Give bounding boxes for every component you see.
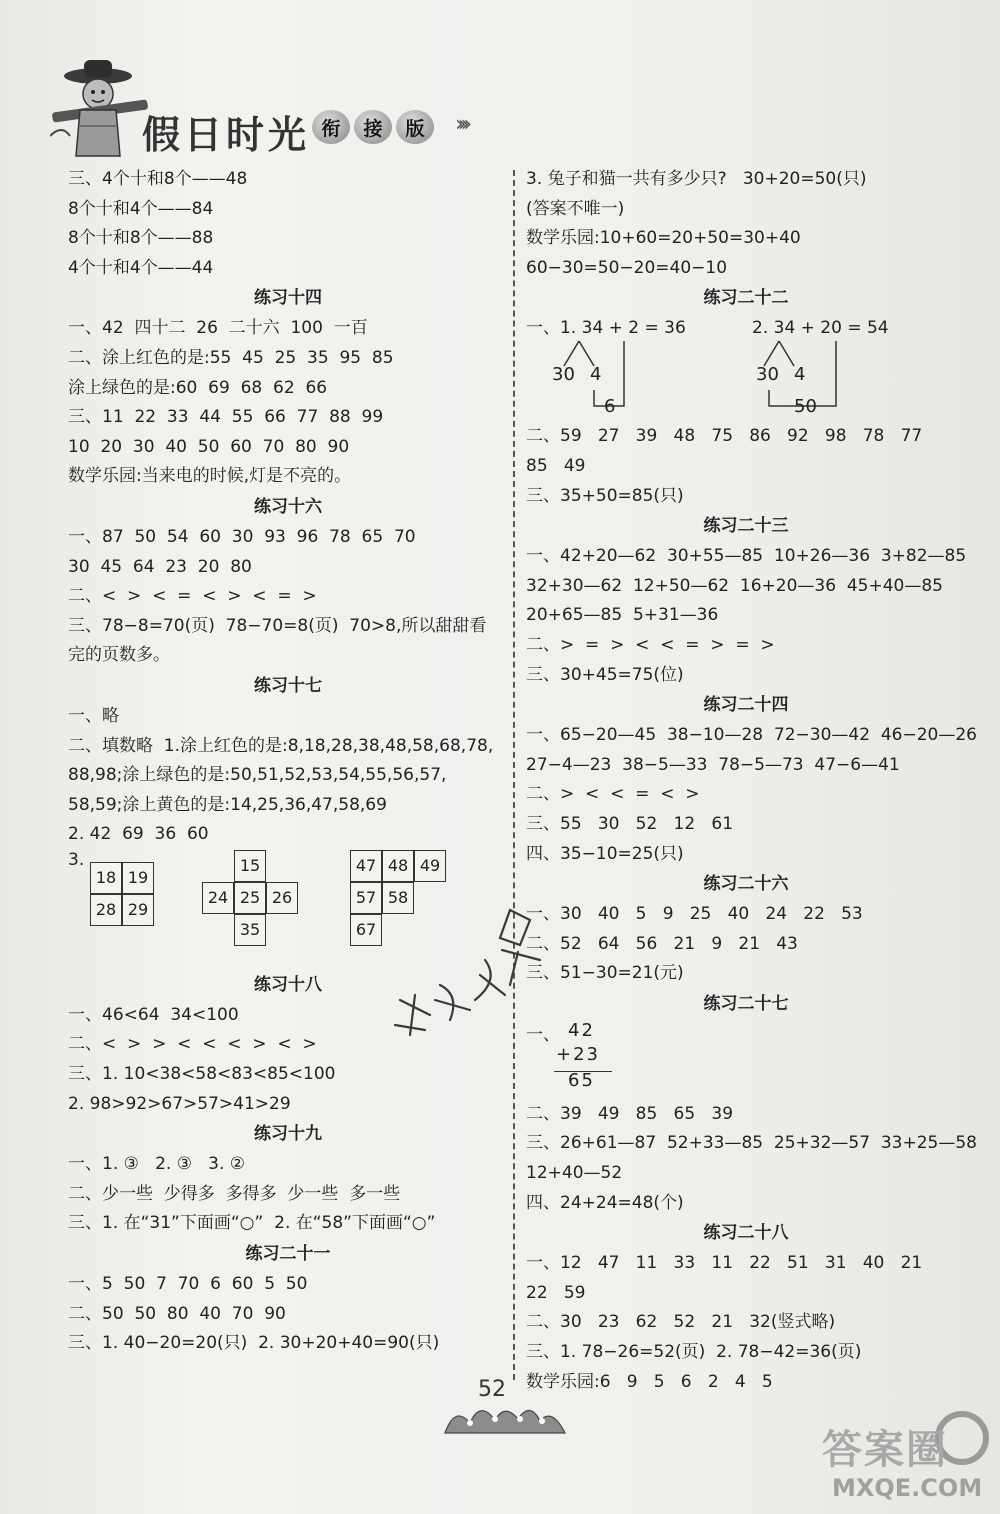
grid-label: 3. [68,849,85,870]
answer-line: 二、59 27 39 48 75 86 92 98 78 77 [526,426,923,447]
section-heading: 练习十七 [254,675,322,696]
answer-line: 一、略 [68,705,119,726]
grid-cell: 67 [350,914,382,946]
watermark [812,1410,992,1514]
header-badges [312,110,434,144]
grid-cell: 19 [122,862,154,894]
vertical-addition [526,1020,966,1100]
answer-line: 4个十和4个——44 [68,257,214,278]
header-badge: 接 [354,110,392,144]
tree-branch [564,341,579,366]
answer-line: 三、78−8=70(页) 78−70=8(页) 70>8,所以甜甜看 [68,615,487,636]
answer-line: 二、填数略 1.涂上红色的是:8,18,28,38,48,58,68,78, [68,735,494,756]
answer-line: 3. 兔子和猫一共有多少只? 30+20=50(只) [526,169,867,189]
grid-cell: 24 [202,882,234,914]
answer-line: 数学乐园:6 9 5 6 2 4 5 [526,1371,773,1392]
watermark-en: MXQE.COM [832,1474,983,1502]
tree-sum: 6 [604,396,616,418]
answer-line: 三、51−30=21(元) [526,963,684,984]
grid-cell: 29 [122,894,154,926]
column-divider [513,170,515,1380]
answer-line: 12+40—52 [526,1163,623,1184]
answer-line: 85 49 [526,455,586,476]
answer-line: 一、87 50 54 60 30 93 96 78 65 70 [68,526,416,547]
section-heading: 练习十八 [254,974,322,995]
answer-line: 一、30 40 5 9 25 40 24 22 53 [526,904,863,925]
answer-line: 数学乐园:当来电的时候,灯是不亮的。 [68,466,352,487]
grid-cell: 18 [90,862,122,894]
section-heading: 练习二十六 [703,874,789,895]
answer-line: 二、50 50 80 40 70 90 [68,1303,286,1324]
grid-cell: 26 [266,882,298,914]
answer-line: 2. 98>92>67>57>41>29 [68,1093,291,1114]
grid-cell: 48 [382,850,414,882]
answer-line: 一、1. ③ 2. ③ 3. ② [68,1154,246,1175]
answer-line: 8个十和4个——84 [68,198,214,219]
chevron-right-icon: ›››› [455,112,467,137]
answer-line: 27−4—23 38−5—33 78−5—73 47−6—41 [526,754,900,775]
answer-line: 二、30 23 62 52 21 32(竖式略) [526,1312,836,1333]
grid-cell: 47 [350,850,382,882]
grid-cell: 28 [90,894,122,926]
answer-line: 2. 42 69 36 60 [68,824,209,845]
answer-line: 22 59 [526,1282,586,1303]
section-heading: 练习二十八 [703,1223,789,1244]
right-column [526,165,977,1397]
answer-line: 8个十和8个——88 [68,228,214,249]
answer-line: 完的页数多。 [68,645,170,666]
answer-line: 60−30=50−20=40−10 [526,257,728,278]
section-heading: 练习二十二 [703,288,789,309]
page-number: 52 [478,1377,506,1402]
answer-line: 二、> < < = < > [526,784,700,805]
answer-line: 20+65—85 5+31—36 [526,605,719,626]
tree-sum: 50 [794,396,817,418]
header-badge: 衔 [312,110,350,144]
handwritten-mark [380,900,570,1050]
answer-line: 二、> = > < < = > = > [526,634,775,655]
answer-line: 30 45 64 23 20 80 [68,556,252,577]
answer-line: 10 20 30 40 50 60 70 80 90 [68,436,350,457]
grid-cell: 25 [234,882,266,914]
left-column [68,165,508,1359]
grid-cell: 57 [350,882,382,914]
answer-line: 二、少一些 少得多 多得多 少一些 多一些 [68,1183,401,1204]
tree-branch [764,341,779,366]
answer-line: 一、65−20—45 38−10—28 72−30—42 46−20—26 [526,725,977,746]
answer-line: 二、< > > < < < > < > [68,1034,317,1055]
watermark-cn: 答案圈 [822,1427,948,1473]
answer-line: 数学乐园:10+60=20+50=30+40 [526,228,801,249]
answer-line: 二、< > < = < > < = > [68,586,317,607]
addend-bottom: +23 [556,1043,600,1065]
section-heading: 练习十六 [254,496,322,517]
section-heading: 练习十四 [254,288,322,309]
section-heading: 练习二十四 [703,695,789,716]
answer-line: 三、11 22 33 44 55 66 77 88 99 [68,407,384,428]
tree-branch [779,341,794,366]
answer-line: 三、55 30 52 12 61 [526,813,734,834]
answer-line: 三、4个十和8个——48 [68,169,248,189]
answer-line: 三、1. 在“31”下面画“○” 2. 在“58”下面画“○” [68,1213,436,1234]
answer-line: 二、涂上红色的是:55 45 25 35 95 85 [68,347,394,368]
flower-ornament-icon [440,1395,570,1435]
header-badge: 版 [396,110,434,144]
tree-part: 4 [794,364,806,386]
section-heading: 练习十九 [254,1124,322,1145]
answer-line: 四、24+24=48(个) [526,1192,684,1213]
tree-part: 30 [552,364,575,386]
answer-line: 32+30—62 12+50—62 16+20—36 45+40—85 [526,575,943,596]
answer-line: 三、1. 78−26=52(页) 2. 78−42=36(页) [526,1342,862,1363]
vertical-label: 一、 [526,1024,560,1045]
answer-line: 三、35+50=85(只) [526,485,684,506]
answer-line: 四、35−10=25(只) [526,843,684,864]
answer-line: (答案不唯一) [526,198,625,219]
tree-branch [579,341,594,366]
grid-cell: 35 [234,914,266,946]
answer-line: 三、1. 10<38<58<83<85<100 [68,1064,336,1085]
answer-line: 一、5 50 7 70 6 60 5 50 [68,1274,308,1295]
section-heading: 练习二十七 [703,993,789,1014]
answer-line: 一、42 四十二 26 二十六 100 一百 [68,318,368,339]
answer-line: 二、52 64 56 21 9 21 43 [526,933,798,954]
section-heading: 练习二十一 [245,1244,331,1265]
equation-2: 2. 34 + 20 = 54 [752,318,889,339]
header-title: 假日时光 [142,112,311,157]
grid-cell: 49 [414,850,446,882]
grid-cell: 15 [234,850,266,882]
answer-line: 三、26+61—87 52+33—85 25+32—57 33+25—58 [526,1133,977,1154]
answer-line: 一、12 47 11 33 11 22 51 31 40 21 [526,1253,923,1274]
answer-line: 三、30+45=75(位) [526,664,684,685]
tree-part: 4 [590,364,602,386]
answer-line: 涂上绿色的是:60 69 68 62 66 [68,377,328,398]
answer-line: 三、1. 40−20=20(只) 2. 30+20+40=90(只) [68,1333,440,1354]
tree-part: 30 [756,364,779,386]
section-heading: 练习二十三 [703,516,789,537]
grid-cell: 58 [382,882,414,914]
answer-line: 二、39 49 85 65 39 [526,1103,734,1124]
answer-line: 一、46<64 34<100 [68,1004,239,1025]
addend-top: 42 [568,1019,595,1041]
sum-result: 65 [568,1069,595,1091]
answer-line: 58,59;涂上黄色的是:14,25,36,47,58,69 [68,794,387,815]
answer-line: 一、42+20—62 30+55—85 10+26—36 3+82—85 [526,546,967,567]
equation-1: 一、1. 34 + 2 = 36 [526,318,686,339]
answer-line: 88,98;涂上绿色的是:50,51,52,53,54,55,56,57, [68,765,447,786]
decomposition-tree [526,314,966,422]
